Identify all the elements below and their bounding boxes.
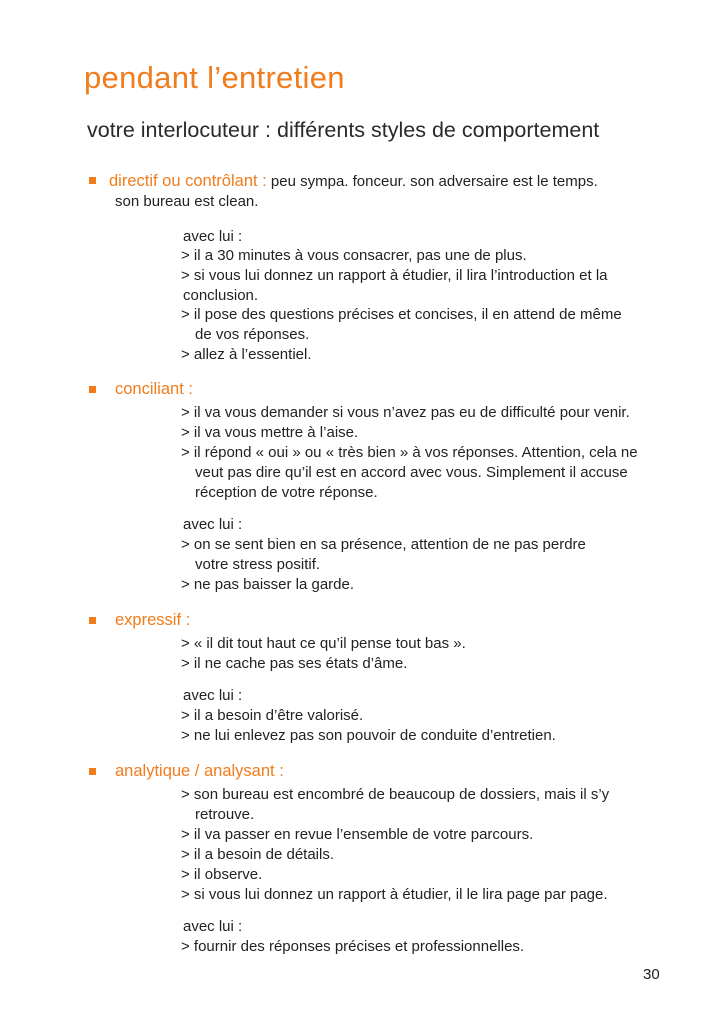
section-intro: son bureau est clean. bbox=[115, 193, 259, 210]
text-line: > il répond « oui » ou « très bien » à vos réponses. Attention, cela ne bbox=[181, 444, 638, 461]
page-title: pendant l’entretien bbox=[84, 60, 345, 95]
bullet-icon bbox=[89, 177, 96, 184]
text-line: > il pose des questions précises et concises, il en attend de même bbox=[181, 306, 622, 323]
text-line: avec lui : bbox=[183, 228, 243, 245]
section-intro: peu sympa. fonceur. son adversaire est le temps. bbox=[266, 173, 598, 190]
section-heading: conciliant : bbox=[115, 380, 193, 398]
text-line: réception de votre réponse. bbox=[195, 484, 378, 501]
text-line: > il va vous mettre à l’aise. bbox=[181, 424, 359, 441]
text-line: > si vous lui donnez un rapport à étudier, il le lira page par page. bbox=[181, 886, 608, 903]
text-line: > fournir des réponses précises et professionnelles. bbox=[181, 938, 525, 955]
text-line: avec lui : bbox=[183, 687, 243, 704]
text-line: > si vous lui donnez un rapport à étudier, il lira l’introduction et la bbox=[181, 267, 608, 284]
text-line: > ne lui enlevez pas son pouvoir de conduite d’entretien. bbox=[181, 727, 556, 744]
text-line: votre stress positif. bbox=[195, 556, 321, 573]
text-line: > il va vous demander si vous n’avez pas eu de difficulté pour venir. bbox=[181, 404, 630, 421]
bullet-icon bbox=[89, 768, 96, 775]
text-line: > il a 30 minutes à vous consacrer, pas une de plus. bbox=[181, 247, 527, 264]
bullet-icon bbox=[89, 617, 96, 624]
text-line: > il a besoin d’être valorisé. bbox=[181, 707, 364, 724]
text-line: retrouve. bbox=[195, 806, 255, 823]
text-line: > on se sent bien en sa présence, attention de ne pas perdre bbox=[181, 536, 586, 553]
bullet-icon bbox=[89, 386, 96, 393]
section-heading: analytique / analysant : bbox=[115, 762, 284, 780]
text-line: avec lui : bbox=[183, 918, 243, 935]
text-line: > allez à l’essentiel. bbox=[181, 346, 312, 363]
text-line: > il a besoin de détails. bbox=[181, 846, 335, 863]
section-heading: expressif : bbox=[115, 611, 191, 629]
text-line: > il ne cache pas ses états d’âme. bbox=[181, 655, 408, 672]
text-line: > « il dit tout haut ce qu’il pense tout bas ». bbox=[181, 635, 466, 652]
text-line: veut pas dire qu’il est en accord avec vous. Simplement il accuse bbox=[195, 464, 628, 481]
text-line: conclusion. bbox=[183, 287, 259, 304]
section-directif-heading-line bbox=[109, 172, 598, 191]
text-line: > ne pas baisser la garde. bbox=[181, 576, 355, 593]
page-subtitle: votre interlocuteur : différents styles de comportement bbox=[87, 118, 600, 142]
section-heading: directif ou contrôlant : bbox=[109, 172, 267, 190]
text-line: avec lui : bbox=[183, 516, 243, 533]
text-line: > il observe. bbox=[181, 866, 263, 883]
text-line: > son bureau est encombré de beaucoup de dossiers, mais il s’y bbox=[181, 786, 610, 803]
text-line: de vos réponses. bbox=[195, 326, 310, 343]
text-line: > il va passer en revue l’ensemble de votre parcours. bbox=[181, 826, 534, 843]
page-number: 30 bbox=[643, 966, 660, 983]
